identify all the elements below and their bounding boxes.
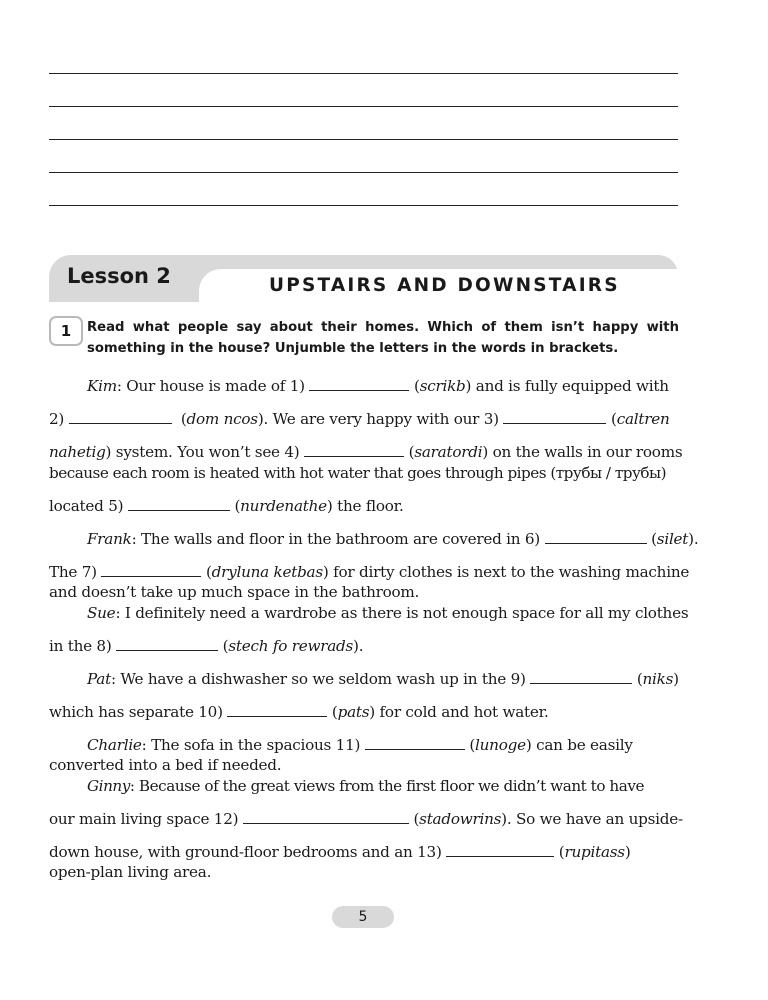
page-number: 5: [332, 906, 394, 928]
speaker-name: Charlie: [87, 736, 142, 754]
text-line: 2) (dom ncos). We are very happy with our 3) (caltren: [49, 410, 670, 428]
speaker-name: Pat: [87, 670, 111, 688]
blank-11[interactable]: [365, 735, 465, 750]
task-number-badge: 1: [49, 316, 83, 346]
text-line: Sue: I definitely need a wardrobe as there is not enough space for all my clothes: [87, 604, 689, 622]
lesson-label: Lesson 2: [67, 264, 171, 288]
text-line: which has separate 10) (pats) for cold and hot water.: [49, 703, 549, 721]
text-line: converted into a bed if needed.: [49, 756, 282, 774]
blank-1[interactable]: [309, 376, 409, 391]
text-line: Ginny: Because of the great views from the first floor we didn’t want to have: [87, 777, 645, 795]
speaker-name: Ginny: [87, 777, 130, 795]
blank-12[interactable]: [243, 809, 409, 824]
text-line: down house, with ground-floor bedrooms and an 13) (rupitass): [49, 843, 631, 861]
text-line: Frank: The walls and floor in the bathroom are covered in 6) (silet).: [87, 530, 699, 548]
text-line: and doesn’t take up much space in the bathroom.: [49, 583, 420, 601]
answer-line[interactable]: [49, 73, 678, 74]
blank-13[interactable]: [446, 842, 554, 857]
answer-line[interactable]: [49, 106, 678, 107]
text-line: in the 8) (stech fo rewrads).: [49, 637, 364, 655]
blank-10[interactable]: [227, 702, 327, 717]
text-line: nahetig) system. You won’t see 4) (saratordi) on the walls in our rooms: [49, 443, 683, 461]
answer-line[interactable]: [49, 205, 678, 206]
text-line: our main living space 12) (stadowrins). So we have an upside-: [49, 810, 683, 828]
text-line: Kim: Our house is made of 1) (scrikb) and is fully equipped with: [87, 377, 669, 395]
lesson-header: [49, 255, 678, 302]
lesson-title: UPSTAIRS AND DOWNSTAIRS: [269, 275, 620, 296]
answer-line[interactable]: [49, 172, 678, 173]
blank-9[interactable]: [530, 669, 632, 684]
text-line: because each room is heated with hot water that goes through pipes (трубы / трубы): [49, 464, 667, 482]
blank-4[interactable]: [304, 442, 404, 457]
text-line: located 5) (nurdenathe) the floor.: [49, 497, 404, 515]
speaker-name: Frank: [87, 530, 132, 548]
text-line: Charlie: The sofa in the spacious 11) (lunoge) can be easily: [87, 736, 633, 754]
answer-line[interactable]: [49, 139, 678, 140]
blank-8[interactable]: [116, 636, 218, 651]
blank-2[interactable]: [69, 409, 172, 424]
text-line: The 7) (dryluna ketbas) for dirty clothes is next to the washing machine: [49, 563, 690, 581]
blank-6[interactable]: [545, 529, 647, 544]
speaker-name: Kim: [87, 377, 117, 395]
blank-3[interactable]: [503, 409, 606, 424]
text-line: open-plan living area.: [49, 863, 212, 881]
blank-7[interactable]: [101, 562, 201, 577]
speaker-name: Sue: [87, 604, 116, 622]
blank-5[interactable]: [128, 496, 230, 511]
text-line: Pat: We have a dishwasher so we seldom wash up in the 9) (niks): [87, 670, 679, 688]
task-instruction: Read what people say about their homes. Which of them isn’t happy with something in the house? Unjumble the letters in the words in brackets.: [87, 320, 679, 356]
